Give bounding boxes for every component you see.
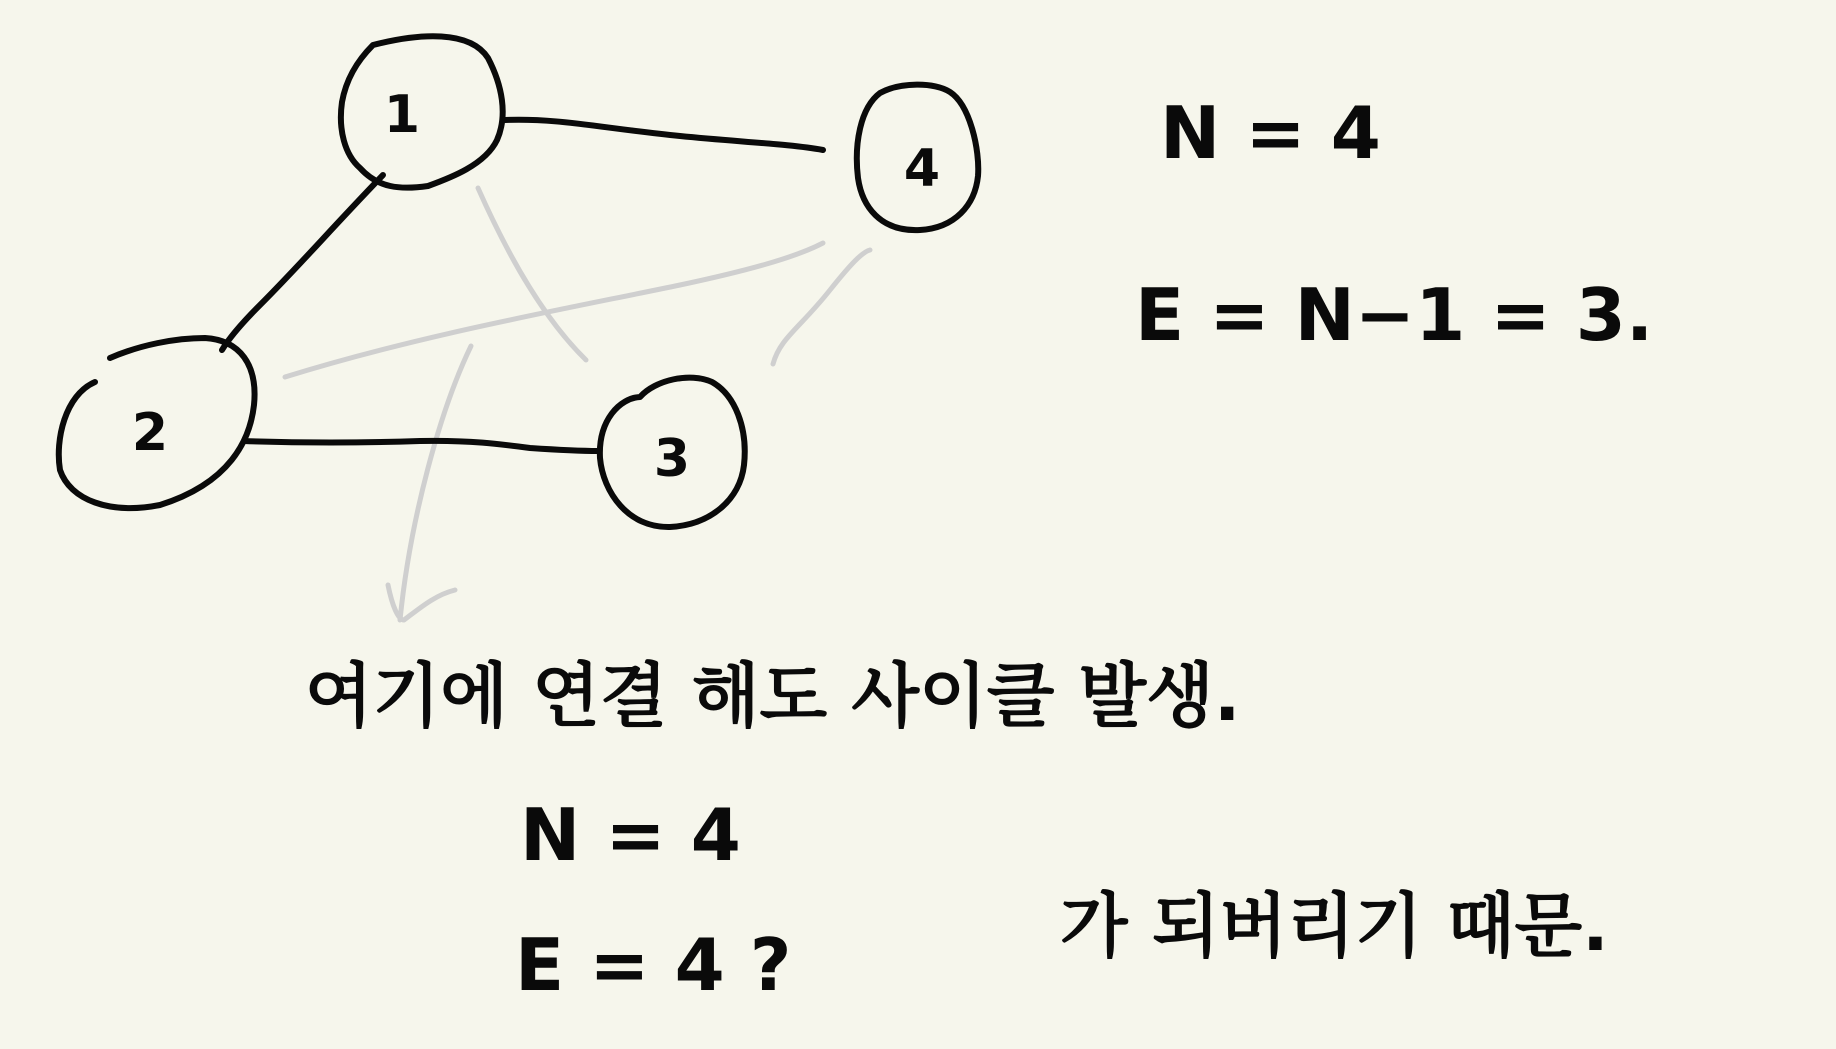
edge-2-3: [244, 441, 598, 451]
note-reason-text: 가 되버리기 때문.: [1060, 885, 1609, 967]
formula-e-equals: E = N−1 = 3.: [1135, 273, 1654, 357]
faint-edge-1-3: [478, 188, 586, 360]
node-label-1: 1: [383, 85, 421, 145]
node-label-3: 3: [653, 429, 691, 489]
faint-arrow-shaft: [400, 346, 471, 620]
formula-n-equals: N = 4: [1160, 91, 1381, 175]
note-cycle-text: 여기에 연결 해도 사이클 발생.: [305, 655, 1241, 737]
edge-1-2: [222, 175, 383, 350]
faint-arrow-head: [388, 585, 455, 620]
counter-n-equals: N = 4: [520, 793, 741, 877]
counter-e-equals: E = 4 ?: [515, 923, 792, 1007]
node-label-2: 2: [131, 403, 169, 463]
node-circle-1: [341, 36, 503, 187]
faint-edge-3-4: [773, 250, 870, 364]
edge-1-4: [505, 120, 823, 150]
faint-edge-2-4: [285, 243, 823, 377]
node-label-4: 4: [903, 139, 941, 199]
